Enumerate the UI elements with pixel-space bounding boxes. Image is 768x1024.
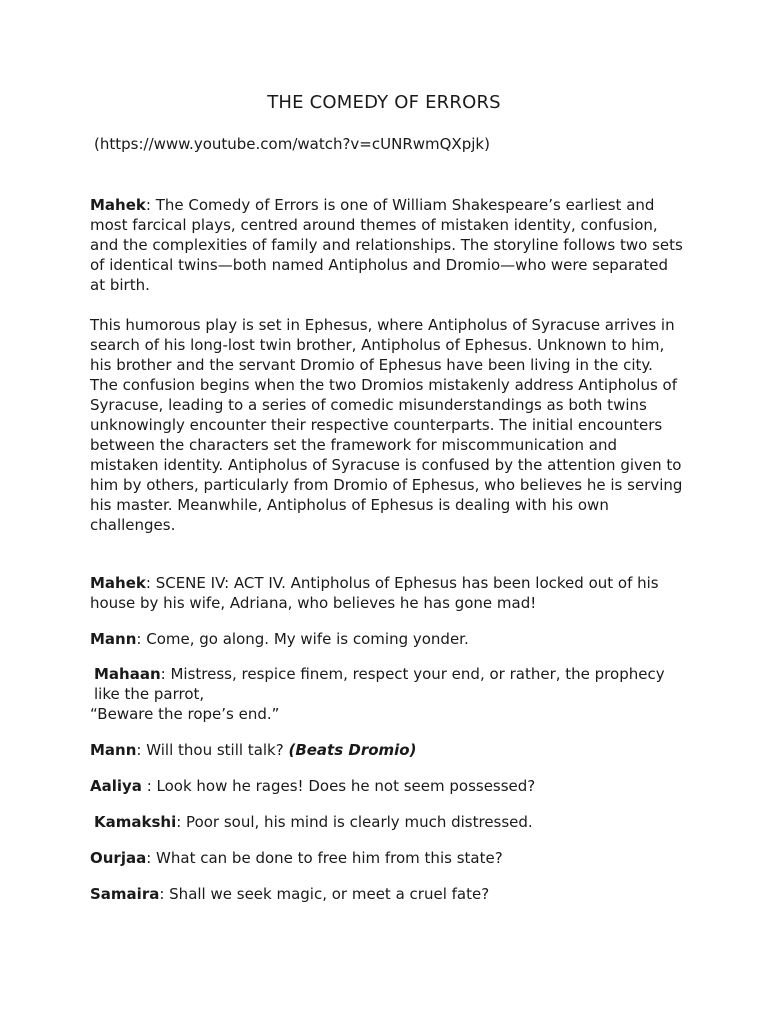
speaker-name: Mahek (90, 574, 146, 592)
scene-paragraph (90, 573, 684, 613)
speaker-name: Aaliya (90, 777, 142, 795)
dialogue-line (90, 740, 684, 760)
line-text: : What can be done to free him from this state? (146, 849, 503, 867)
speaker-name: Mahek (90, 196, 146, 214)
dialogue-line (90, 629, 684, 649)
line-text: : Will thou still talk? (136, 741, 289, 759)
dialogue-line (90, 812, 688, 832)
dialogue-line (90, 884, 684, 904)
intro-paragraph (90, 195, 684, 295)
document-title: THE COMEDY OF ERRORS (267, 92, 501, 113)
dialogue-line (90, 776, 684, 796)
dialogue-line (90, 848, 684, 868)
speaker-name: Mahaan (94, 665, 161, 683)
speaker-name: Mann (90, 741, 137, 759)
speaker-name: Kamakshi (94, 813, 177, 831)
line-text: : Mistress, respice finem, respect your end, or rather, the prophecy like the parrot, (94, 665, 665, 703)
speaker-name: Samaira (90, 885, 160, 903)
line-text: : Poor soul, his mind is clearly much distressed. (176, 813, 533, 831)
stage-direction: (Beats Dromio) (288, 741, 417, 759)
plot-paragraph: This humorous play is set in Ephesus, where Antipholus of Syracuse arrives in search of his long-lost twin brother, Antipholus of Ephesus. Unknown to him, his brother and the servant Dromio of Ephesus have been living in the city. The confusion begins when the two Dromios mistakenly address Antipholus of Syracuse, leading to a series of comedic misunderstandings as both twins unknowingly encounter their respective counterparts. The initial encounters between the characters set the framework for miscommunication and mistaken identity. Antipholus of Syracuse is confused by the attention given to him by others, particularly from Dromio of Ephesus, who believes he is serving his master. Meanwhile, Antipholus of Ephesus is dealing with his own challenges. (90, 316, 683, 534)
speaker-name: Mann (90, 630, 137, 648)
line-text: : Shall we seek magic, or meet a cruel fate? (159, 885, 490, 903)
speaker-name: Ourjaa (90, 849, 147, 867)
line-text: : Come, go along. My wife is coming yonder. (136, 630, 469, 648)
paragraph-text: : SCENE IV: ACT IV. Antipholus of Ephesus has been locked out of his house by his wife, Adriana, who believes he has gone mad! (90, 574, 659, 612)
line-text-quote: “Beware the rope’s end.” (90, 705, 280, 723)
line-text: : Look how he rages! Does he not seem possessed? (141, 777, 536, 795)
paragraph-text: : The Comedy of Errors is one of William Shakespeare’s earliest and most farcical plays, centred around themes of mistaken identity, confusion, and the complexities of family and relationships. The storyline follows two sets of identical twins—both named Antipholus and Dromio—who were separated at birth. (90, 196, 683, 294)
source-link[interactable]: (https://www.youtube.com/watch?v=cUNRwmQXpjk) (94, 135, 490, 153)
dialogue-line (90, 664, 688, 724)
